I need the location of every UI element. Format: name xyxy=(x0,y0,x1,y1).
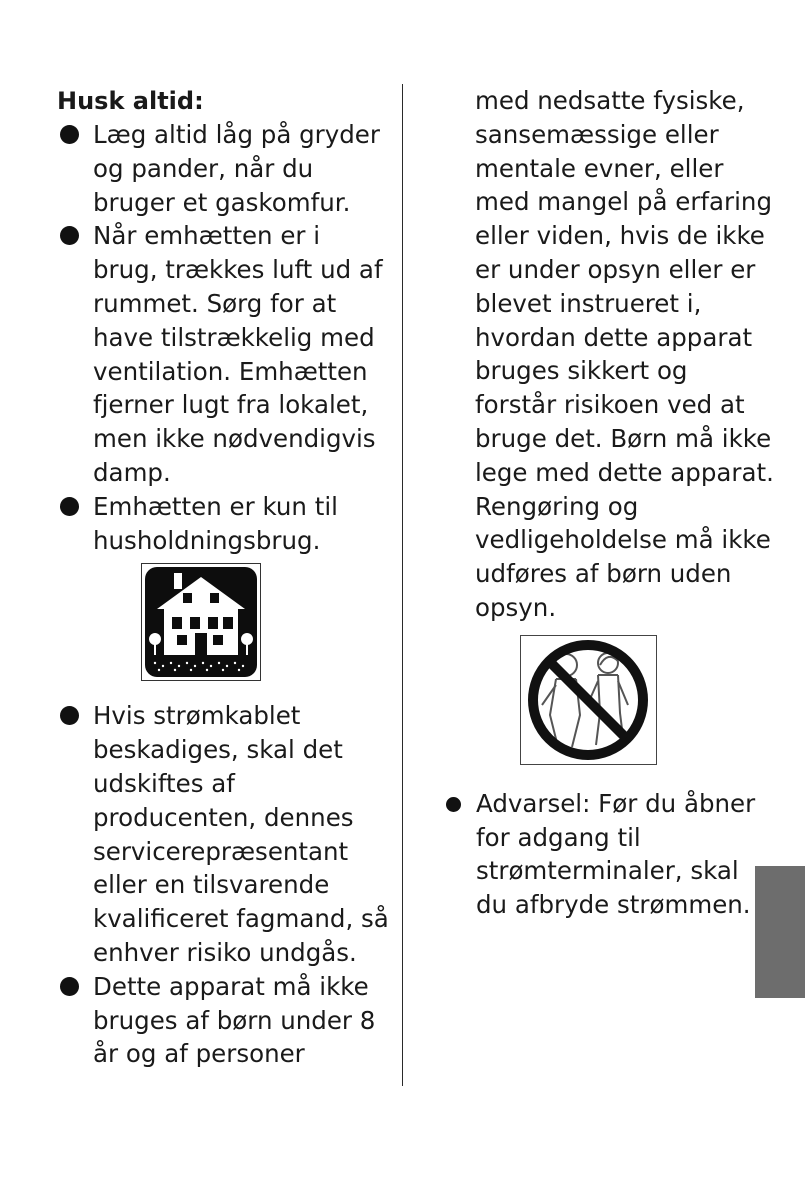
list-item-text: Hvis strømkablet beskadiges, skal det udskiftes af producenten, dennes servicerepræsentant eller en tilsvarende kvalificeret fagmand, så enhver risiko undgås. xyxy=(93,701,389,967)
section-heading: Husk altid: xyxy=(57,87,204,115)
list-item-text: Læg altid låg på gryder og pander, når du bruger et gaskomfur. xyxy=(93,120,380,217)
list-item-text: Dette apparat må ikke bruges af børn under 8 år og af personer xyxy=(93,971,376,1069)
warning-list xyxy=(445,787,775,922)
list-item-text: Når emhætten er i brug, trækkes luft ud af rummet. Sørg for at have tilstrækkelig med ventilation. Emhætten fjerner lugt fra lokalet, men ikke nødvendigvis damp. xyxy=(93,221,383,487)
list-item xyxy=(445,787,775,922)
section-tab xyxy=(755,866,805,998)
left-column xyxy=(57,84,392,1071)
list-item-text: Advarsel: Før du åbner for adgang til strømterminaler, skal du afbryde strømmen. xyxy=(476,788,756,920)
bullet-icon xyxy=(60,226,79,245)
bullet-icon xyxy=(60,125,79,144)
list-item xyxy=(57,118,392,219)
bullet-icon xyxy=(446,797,461,812)
household-use-icon xyxy=(141,563,261,681)
list-item xyxy=(57,490,392,558)
list-item xyxy=(57,219,392,489)
bullet-icon xyxy=(60,977,79,996)
right-column xyxy=(445,84,775,922)
no-children-icon xyxy=(520,635,657,765)
safety-list-top xyxy=(57,118,392,557)
continuation-text: med nedsatte fysiske, sansemæssige eller mentale evner, eller med mangel på erfaring eller viden, hvis de ikke er under opsyn eller er blevet instrueret i, hvordan dette apparat bruges sikkert og forstår risikoen ved at bruge det. Børn må ikke lege med dette apparat. Rengøring og vedligeholdelse må ikke udføres af børn uden opsyn. xyxy=(475,86,774,622)
column-divider xyxy=(402,84,403,1086)
bullet-icon xyxy=(60,497,79,516)
safety-list-bottom xyxy=(57,699,392,1071)
list-item xyxy=(57,699,392,969)
list-item xyxy=(57,970,392,1071)
list-item-text: Emhætten er kun til husholdningsbrug. xyxy=(93,491,338,555)
bullet-icon xyxy=(60,706,79,725)
